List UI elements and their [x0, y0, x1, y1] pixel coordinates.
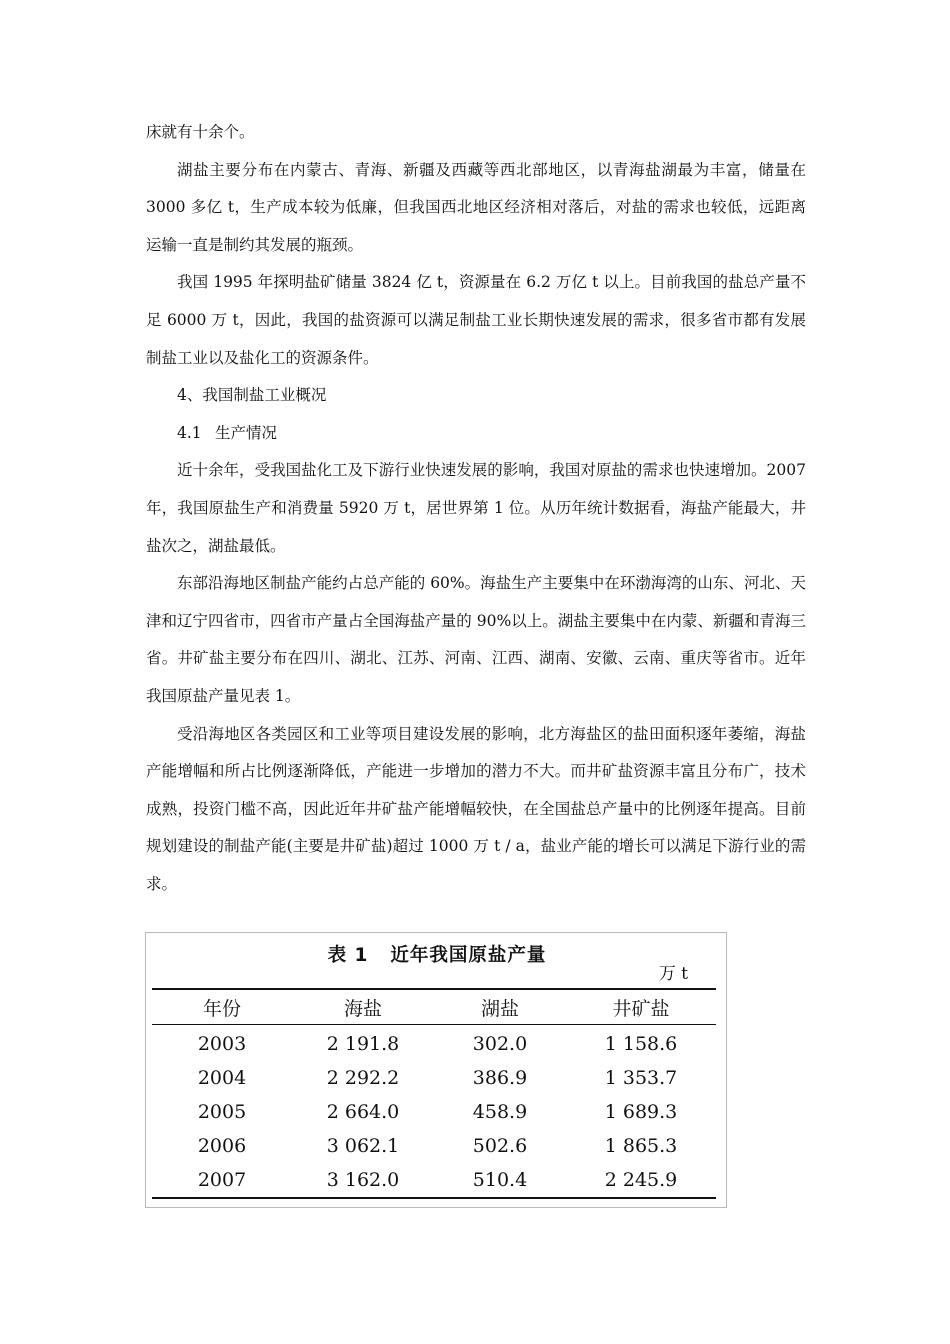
section-title: 生产情况	[215, 423, 278, 442]
table-row	[152, 1061, 716, 1095]
cell-year: 2005	[197, 1101, 247, 1123]
cell-well-salt: 1 353.7	[604, 1067, 678, 1089]
table-row	[152, 1025, 716, 1062]
header-lake-salt: 湖盐	[434, 989, 566, 1025]
cell-well-salt: 1 689.3	[604, 1101, 678, 1123]
paragraph-continuation: 床就有十余个。	[146, 123, 255, 141]
cell-sea-salt: 2 191.8	[326, 1033, 400, 1055]
body-text	[146, 114, 806, 903]
table-row	[152, 1095, 716, 1129]
cell-year: 2004	[197, 1067, 247, 1089]
cell-sea-salt: 3 162.0	[292, 1163, 434, 1198]
cell-lake-salt: 386.9	[472, 1067, 528, 1089]
cell-year: 2006	[197, 1135, 247, 1157]
salt-production-table	[152, 988, 716, 1199]
table-row	[152, 1163, 716, 1198]
salt-production-table-figure	[145, 932, 727, 1208]
header-sea-salt: 海盐	[292, 989, 434, 1025]
cell-year: 2003	[197, 1033, 247, 1055]
cell-lake-salt: 510.4	[434, 1163, 566, 1198]
cell-sea-salt: 2 664.0	[326, 1101, 400, 1123]
cell-sea-salt: 2 292.2	[326, 1067, 400, 1089]
table-unit: 万 t	[658, 964, 688, 984]
cell-well-salt: 1 158.6	[604, 1033, 678, 1055]
paragraph-lake-salt: 湖盐主要分布在内蒙古、青海、新疆及西藏等西北部地区，以青海盐湖最为丰富，储量在 3000 多亿 t，生产成本较为低廉，但我国西北地区经济相对落后，对盐的需求也较低，远距离运输一直是制约其发展的瓶颈。	[146, 160, 806, 254]
cell-lake-salt: 458.9	[472, 1101, 528, 1123]
section-heading-4-1	[146, 415, 806, 453]
table-number: 表 1	[327, 945, 369, 966]
table-row	[152, 1129, 716, 1163]
table-title	[146, 941, 728, 967]
cell-well-salt: 2 245.9	[566, 1163, 716, 1198]
header-year: 年份	[152, 989, 292, 1025]
section-heading-4: 4、我国制盐工业概况	[177, 386, 327, 405]
table-header-row	[152, 989, 716, 1025]
section-number: 4.1	[177, 423, 202, 442]
paragraph-reserves: 我国 1995 年探明盐矿储量 3824 亿 t，资源量在 6.2 万亿 t 以上。目前我国的盐总产量不足 6000 万 t，因此，我国的盐资源可以满足制盐工业长期快速发展的需求，很多省市都有发展制盐工业以及盐化工的资源条件。	[146, 273, 806, 367]
paragraph-production: 近十余年，受我国盐化工及下游行业快速发展的影响，我国对原盐的需求也快速增加。2007 年，我国原盐生产和消费量 5920 万 t，居世界第 1 位。从历年统计数据看，海盐产能最大，井盐次之，湖盐最低。	[146, 461, 806, 555]
cell-lake-salt: 502.6	[472, 1135, 528, 1157]
paragraph-regions: 东部沿海地区制盐产能约占总产能的 60%。海盐生产主要集中在环渤海湾的山东、河北、天津和辽宁四省市，四省市产量占全国海盐产量的 90%以上。湖盐主要集中在内蒙、新疆和青海三省。井矿盐主要分布在四川、湖北、江苏、河南、江西、湖南、安徽、云南、重庆等省市。近年我国原盐产量见表 1。	[146, 574, 806, 705]
cell-year: 2007	[152, 1163, 292, 1198]
paragraph-trends: 受沿海地区各类园区和工业等项目建设发展的影响，北方海盐区的盐田面积逐年萎缩，海盐产能增幅和所占比例逐渐降低，产能进一步增加的潜力不大。而井矿盐资源丰富且分布广，技术成熟，投资门槛不高，因此近年井矿盐产能增幅较快，在全国盐总产量中的比例逐年提高。目前规划建设的制盐产能(主要是井矿盐)超过 1000 万 t / a，盐业产能的增长可以满足下游行业的需求。	[146, 724, 806, 893]
cell-sea-salt: 3 062.1	[326, 1135, 400, 1157]
table-title-text: 近年我国原盐产量	[390, 945, 547, 966]
cell-well-salt: 1 865.3	[604, 1135, 678, 1157]
header-well-salt: 井矿盐	[566, 989, 716, 1025]
cell-lake-salt: 302.0	[472, 1033, 528, 1055]
